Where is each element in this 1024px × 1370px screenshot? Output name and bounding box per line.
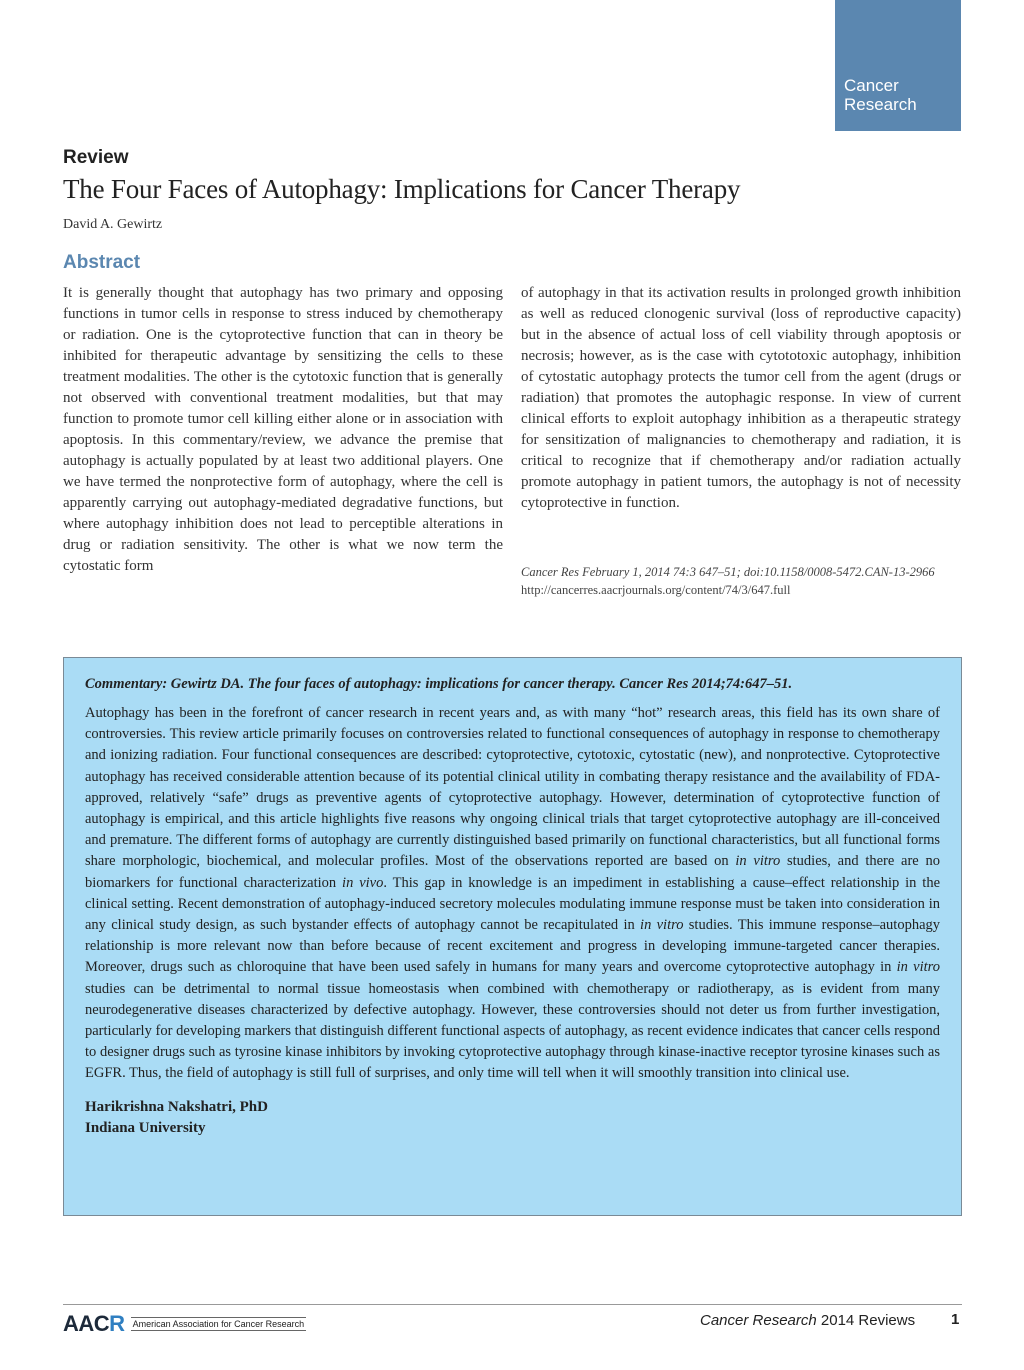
journal-badge (835, 0, 961, 131)
abstract-heading: Abstract (63, 252, 141, 273)
aacr-logo-accent: R (109, 1311, 125, 1336)
page-number: 1 (951, 1311, 960, 1328)
commentary-box (63, 657, 962, 1216)
journal-badge-line2: Research (844, 95, 917, 114)
commentary-text: studies, and there are no biomarkers for functional characterization (85, 853, 940, 891)
author-name: David A. Gewirtz (63, 217, 163, 232)
commentary-body (85, 703, 940, 1085)
commentary-affiliation: Indiana University (85, 1119, 206, 1136)
footer-divider (63, 1304, 962, 1305)
commentary-text: studies can be detrimental to normal tissue homeostasis when combined with chemotherapy or radiotherapy, as is evident from many neurodegenerative diseases characterized by defective autophagy. However, these controversies should not deter us from further investigation, particularly for developing markers that distinguish different functional aspects of autophagy, as recent evidence indicates that cancer cells respond to designer drugs such as tyrosine kinase inhibitors by invoking cytoprotective autophagy through kinase-inactive receptor tyrosine kinases such as EGFR. Thus, the field of autophagy is still full of surprises, and only time will tell when it will smoothly transition into clinical use. (85, 980, 940, 1082)
citation-reference: Cancer Res February 1, 2014 74:3 647–51; doi:10.1158/0008-5472.CAN-13-2966 (521, 565, 935, 579)
footer-journal-name: Cancer Research (700, 1312, 817, 1329)
commentary-author: Harikrishna Nakshatri, PhD (85, 1098, 268, 1115)
commentary-text: . This gap in knowledge is an impediment in establishing a cause–effect relationship in the clinical setting. Recent demonstration of autophagy-induced secretory molecules modulating immune response must be taken into consideration in any clinical study design, as such bystander effects of autophagy cannot be recapitulated in (85, 874, 941, 934)
aacr-logo-letters: AAC (63, 1311, 110, 1336)
aacr-logo-text: American Association for Cancer Research (132, 1319, 305, 1329)
commentary-italic-term: in vitro (896, 959, 940, 976)
commentary-text: Autophagy has been in the forefront of cancer research in recent years and, as with many “hot” research areas, this field has its own share of controversies. This review article primarily focuses on controversies related to functional consequences of autophagy in response to chemotherapy and ionizing radiation. Four functional consequences are described: cytoprotective, cytotoxic, cytostatic (new), and nonprotective. Cytoprotective autophagy has received considerable attention because of its potential clinical utility in combating therapy resistance and the availability of FDA-approved, relatively “safe” drugs as preventive agents of cytoprotective autophagy. However, determination of cytoprotective function of autophagy is empirical, and this article highlights five reasons why ongoing clinical trials that target cytoprotective autophagy are ill-conceived and premature. The different forms of autophagy are currently distinguished based primarily on functional characteristics, but all functional forms share morphologic, biochemical, and molecular profiles. Most of the observations reported are based on (85, 705, 940, 870)
article-title: The Four Faces of Autophagy: Implications for Cancer Therapy (63, 174, 741, 204)
commentary-signature (85, 1097, 940, 1139)
footer-journal-series: 2014 Reviews (816, 1312, 916, 1329)
commentary-italic-term: in vivo (342, 874, 384, 891)
citation-url: http://cancerres.aacrjournals.org/content/74/3/647.full (521, 583, 791, 597)
article-citation (521, 563, 961, 599)
commentary-text: studies. This immune response–autophagy relationship is more relevant now than before because of recent excitement and progress in developing immune-targeted cancer therapies. Moreover, drugs such as chloroquine that have been used safely in humans for many years and overcome cytoprotective autophagy in (85, 917, 940, 976)
section-label: Review (63, 147, 129, 168)
abstract-column-right: of autophagy in that its activation results in prolonged growth inhibition as well as reduced clonogenic survival (loss of reproductive capacity) but in the absence of actual loss of cell viability through apoptosis or necrosis; however, as is the case with cytototoxic autophagy, inhibition of cytostatic autophagy protects the tumor cell from the agent (drugs or radiation) that promotes the autophagic response. In view of current clinical efforts to exploit autophagy inhibition as a therapeutic strategy for sensitization of malignancies to chemotherapy and radiation, it is critical to recognize that if chemotherapy and/or radiation actually promote autophagy in patient tumors, the autophagy is not of necessity cytoprotective in function. (521, 285, 961, 511)
abstract-column-left: It is generally thought that autophagy has two primary and opposing functions in tumor cells in response to stress induced by chemotherapy or radiation. One is the cytoprotective function that can in theory be inhibited for therapeutic advantage by sensitizing the cells to these treatment modalities. The other is the cytotoxic function that is generally not observed with conventional treatment modalities, but that may function to promote tumor cell killing either alone or in association with apoptosis. In this commentary/review, we advance the premise that autophagy is actually populated by at least two additional players. One we have termed the nonprotective form of autophagy, where the cell is apparently carrying out autophagy-mediated degradative functions, but where autophagy inhibition does not lead to perceptible alterations in drug or radiation sensitivity. The other is what we now term the cytostatic form (63, 285, 503, 574)
commentary-italic-term: in vitro (735, 853, 781, 870)
commentary-citation: Commentary: Gewirtz DA. The four faces of autophagy: implications for cancer therapy. Cancer Res 2014;74:647–51. (85, 676, 793, 692)
commentary-italic-term: in vitro (640, 917, 684, 934)
aacr-logo (63, 1313, 306, 1335)
aacr-logo-mark (63, 1311, 125, 1337)
footer-journal (700, 1312, 915, 1329)
journal-badge-line1: Cancer (844, 76, 899, 95)
